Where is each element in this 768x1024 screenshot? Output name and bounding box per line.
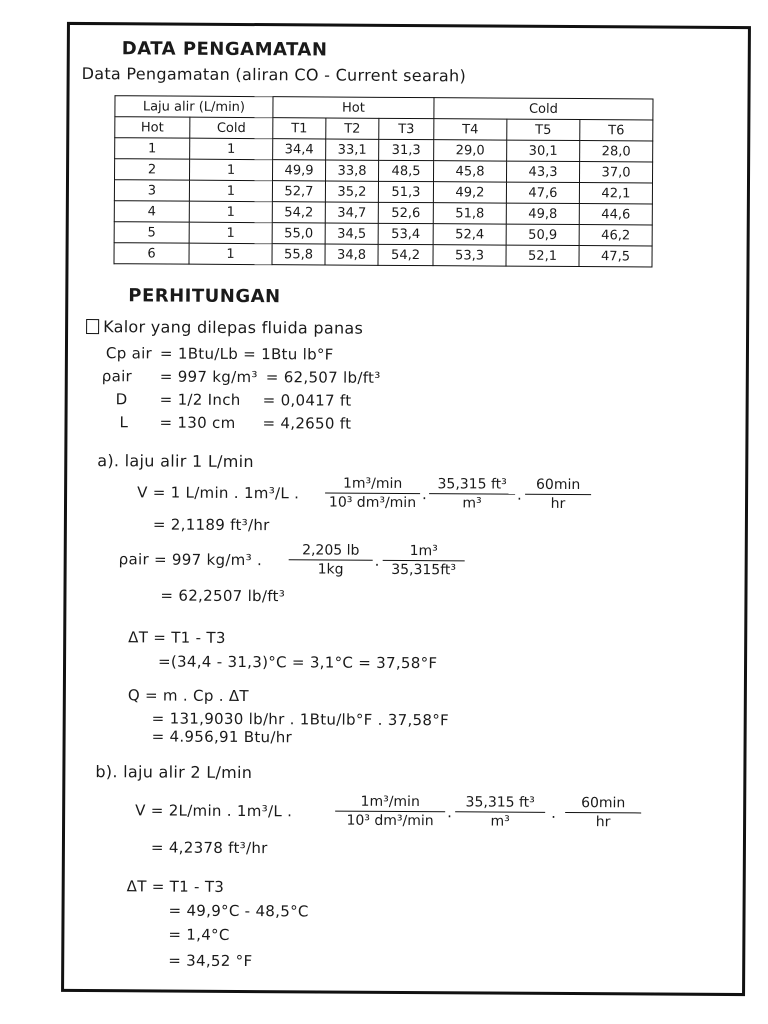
table-cell: 1 [189, 201, 272, 223]
table-cell: 53,4 [378, 223, 433, 244]
table-cell: 47,5 [579, 246, 652, 267]
const-rho-name: ρair [101, 367, 133, 386]
fraction-denominator: m³ [490, 813, 510, 830]
fraction-denominator: 1kg [317, 561, 344, 578]
part-b-v-fraction-3 [565, 795, 641, 830]
const-l-value1: = 130 cm [159, 413, 236, 432]
checkbox-icon [86, 319, 99, 334]
table-cell: 43,3 [506, 161, 579, 182]
section-1-label: Kalor yang dilepas fluida panas [103, 317, 364, 338]
table-cell: 49,2 [433, 182, 506, 203]
table-cell: 6 [114, 243, 189, 264]
const-cp-name: Cp air [105, 344, 153, 363]
table-cell: 50,9 [506, 224, 579, 245]
table-cell: 54,2 [378, 244, 433, 265]
col-t1: T1 [273, 118, 326, 139]
col-t5: T5 [507, 119, 580, 140]
multiply-dot: . [517, 485, 523, 504]
table-cell: 37,0 [579, 162, 652, 183]
part-a-heading: a). laju alir 1 L/min [97, 451, 254, 472]
fraction-numerator: 1m³ [409, 543, 438, 560]
table-cell: 2 [115, 159, 190, 180]
const-d-value1: = 1/2 Inch [159, 390, 241, 409]
table-cell: 29,0 [434, 140, 507, 161]
const-rho-value1: = 997 kg/m³ [159, 367, 258, 387]
part-a-q-formula: Q = m . Cp . ΔT [127, 686, 249, 706]
table-cell: 1 [189, 222, 272, 244]
part-b-heading: b). laju alir 2 L/min [95, 762, 253, 783]
table-cell: 1 [189, 243, 272, 265]
table-cell: 47,6 [506, 182, 579, 203]
table-cell: 52,6 [378, 202, 433, 223]
table-cell: 4 [114, 201, 189, 222]
fraction-numerator: 1m³/min [342, 475, 403, 492]
table-cell: 5 [114, 222, 189, 243]
fraction-numerator: 35,315 ft³ [465, 794, 535, 811]
part-a-q-calc: = 131,9030 lb/hr . 1Btu/lb°F . 37,58°F [151, 709, 450, 730]
table-cell: 44,6 [579, 204, 652, 225]
table-cell: 42,1 [579, 183, 652, 204]
part-a-v-lhs: V = 1 L/min . 1m³/L . [137, 483, 300, 503]
part-b-dt-fahrenheit: = 34,52 °F [168, 951, 253, 971]
fraction-denominator: 10³ dm³/min [328, 494, 417, 512]
const-l-name: L [119, 413, 129, 432]
table-cell: 55,0 [272, 223, 325, 244]
part-b-v-fraction-2 [455, 794, 545, 830]
table-cell: 33,8 [326, 160, 379, 181]
multiply-dot: . [374, 551, 380, 570]
part-a-rho-result: = 62,2507 lb/ft³ [160, 586, 286, 606]
table-cell: 49,9 [273, 160, 326, 181]
part-a-v-fraction-1 [325, 476, 420, 512]
table-cell: 48,5 [379, 160, 434, 181]
part-b-v-lhs: V = 2L/min . 1m³/L . [135, 801, 293, 821]
multiply-dot: . [551, 803, 557, 822]
part-a-dt-formula: ΔT = T1 - T3 [128, 628, 226, 647]
table-row [114, 243, 652, 267]
fraction-numerator: 2,205 lb [302, 542, 360, 559]
col-t6: T6 [580, 120, 653, 141]
const-cp-value: = 1Btu/Lb = 1Btu lb°F [159, 344, 334, 364]
col-cold: Cold [190, 117, 273, 139]
table-cell: 34,7 [325, 202, 378, 223]
section-1-heading [86, 318, 363, 338]
table-cell: 52,1 [506, 245, 579, 266]
col-t2: T2 [326, 118, 379, 139]
col-t4: T4 [434, 119, 507, 140]
section-heading-perhitungan: PERHITUNGAN [128, 285, 281, 308]
col-hot: Hot [115, 117, 190, 138]
table-cell: 35,2 [325, 181, 378, 202]
part-b-v-result: = 4,2378 ft³/hr [150, 838, 268, 858]
table-cell: 55,8 [272, 244, 325, 265]
const-d-value2: = 0,0417 ft [262, 391, 352, 410]
table-cell: 51,8 [433, 203, 506, 224]
const-rho-value2: = 62,507 lb/ft³ [265, 368, 381, 387]
header-hot: Hot [273, 97, 434, 119]
part-b-dt-celsius: = 1,4°C [168, 925, 230, 944]
fraction-numerator: 60min [581, 795, 626, 812]
table-cell: 1 [189, 180, 272, 202]
observation-table [113, 95, 653, 267]
fraction-denominator: hr [550, 495, 566, 512]
table-cell: 1 [115, 138, 190, 159]
header-cold: Cold [434, 98, 653, 120]
table-cell: 45,8 [434, 161, 507, 182]
table-cell: 52,4 [433, 224, 506, 245]
part-a-rho-fraction-1 [289, 542, 373, 578]
part-a-q-result: = 4.956,91 Btu/hr [151, 727, 293, 747]
part-a-dt-calc: =(34,4 - 31,3)°C = 3,1°C = 37,58°F [158, 652, 438, 673]
part-b-v-fraction-1 [335, 794, 445, 830]
table-cell: 33,1 [326, 139, 379, 160]
part-a-rho-fraction-2 [383, 543, 465, 579]
table-cell: 3 [114, 180, 189, 201]
fraction-numerator: 35,315 ft³ [437, 476, 507, 493]
table-cell: 31,3 [379, 139, 434, 160]
const-d-name: D [115, 390, 128, 409]
part-b-dt-formula: ΔT = T1 - T3 [126, 877, 225, 896]
fraction-numerator: 1m³/min [360, 793, 420, 811]
fraction-denominator: hr [595, 814, 611, 831]
table-body [114, 138, 653, 267]
part-a-v-result: = 2,1189 ft³/hr [152, 515, 270, 535]
table-cell: 34,8 [325, 244, 378, 265]
table-cell: 46,2 [579, 225, 652, 246]
table-cell: 30,1 [507, 140, 580, 161]
fraction-denominator: 35,315ft³ [391, 561, 457, 579]
table-cell: 1 [190, 138, 273, 160]
multiply-dot: . [422, 485, 428, 504]
part-a-v-fraction-2 [429, 476, 515, 512]
multiply-dot: . [447, 803, 453, 822]
col-t3: T3 [379, 118, 434, 139]
page-title: DATA PENGAMATAN [121, 38, 328, 61]
const-l-value2: = 4,2650 ft [262, 414, 352, 433]
table-cell: 53,3 [433, 245, 506, 266]
part-b-dt-calc: = 49,9°C - 48,5°C [168, 901, 309, 921]
part-a-v-fraction-3 [525, 477, 591, 512]
notebook-page [61, 22, 751, 996]
table-cell: 49,8 [506, 203, 579, 224]
part-a-rho-lhs: ρair = 997 kg/m³ . [118, 550, 263, 570]
fraction-denominator: m³ [462, 495, 482, 512]
table-cell: 51,3 [378, 181, 433, 202]
table-cell: 28,0 [580, 141, 653, 162]
fraction-numerator: 60min [535, 476, 581, 494]
table-cell: 52,7 [272, 181, 325, 202]
fraction-denominator: 10³ dm³/min [346, 812, 434, 830]
table-cell: 54,2 [272, 202, 325, 223]
table-cell: 1 [190, 159, 273, 181]
table-cell: 34,5 [325, 223, 378, 244]
page-subtitle: Data Pengamatan (aliran CO - Current searah) [81, 64, 467, 86]
header-flow-rate: Laju alir (L/min) [115, 96, 273, 118]
table-cell: 34,4 [273, 139, 326, 160]
